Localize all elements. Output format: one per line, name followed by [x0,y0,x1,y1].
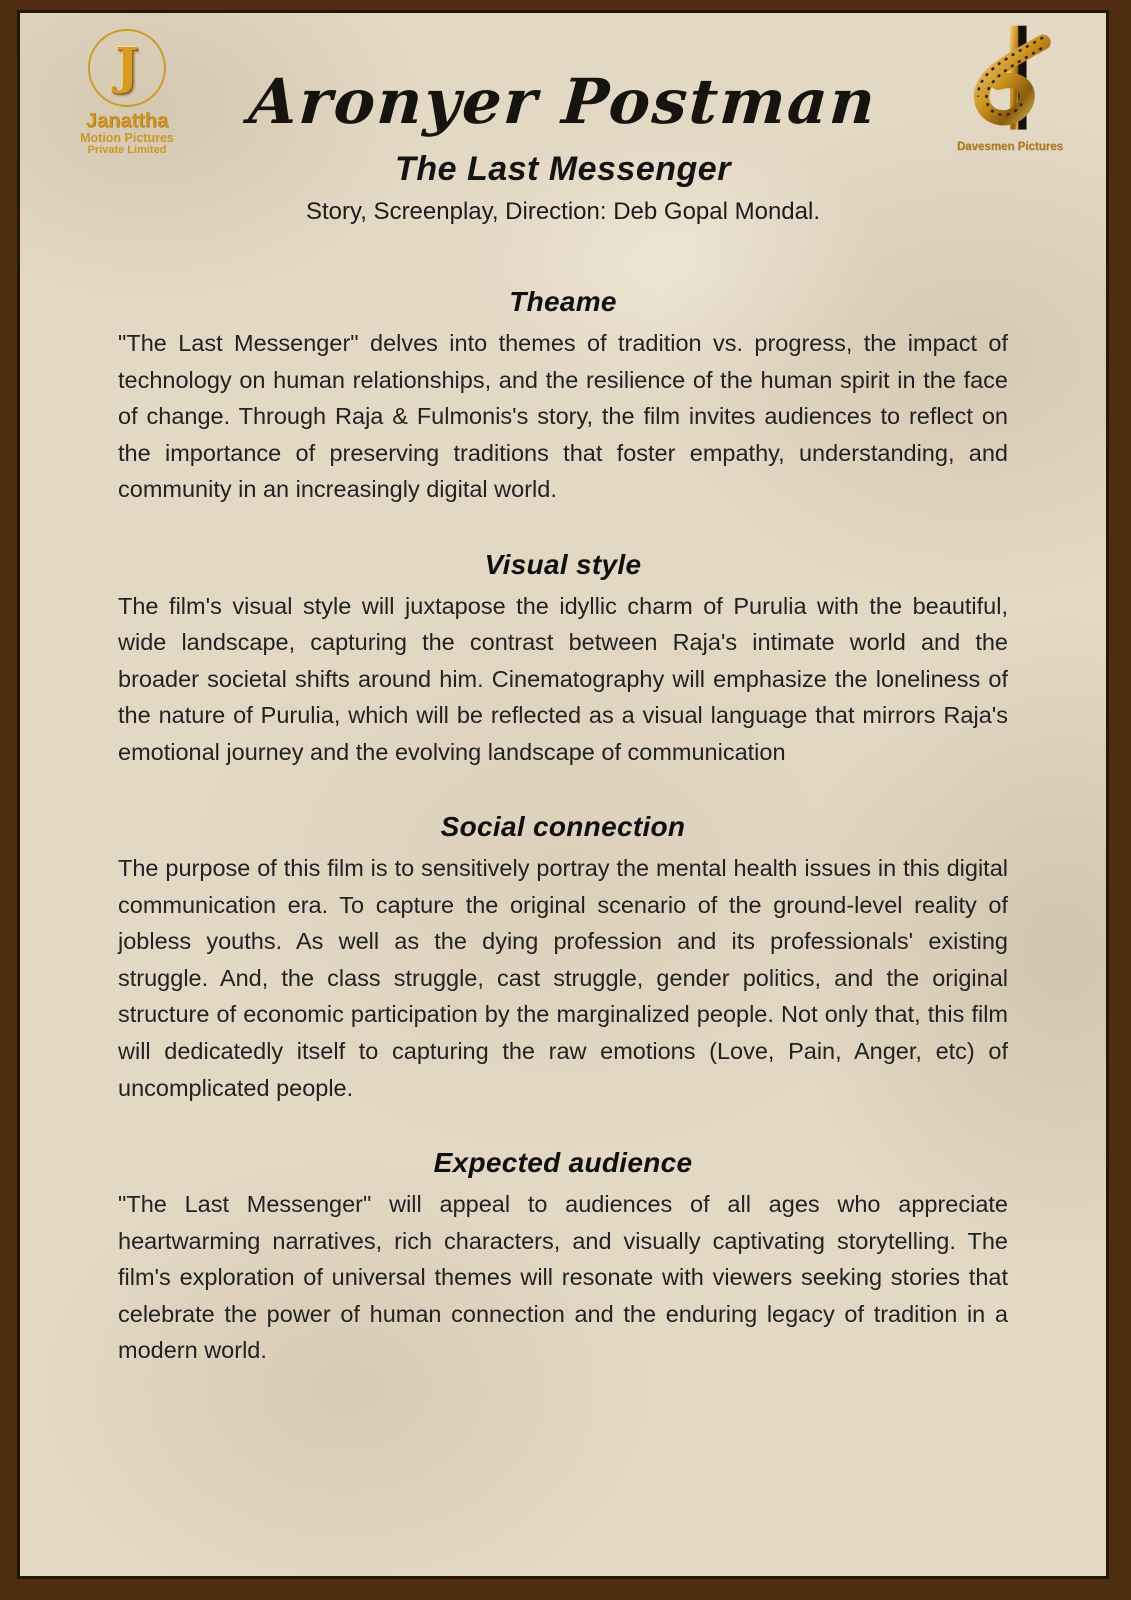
section-social-connection [118,811,1008,1106]
janattha-logo-line3: Private Limited [87,144,167,157]
j-monogram-letter: J [115,35,139,95]
filmstrip-d-icon [951,21,1069,139]
section-heading: Social connection [440,811,686,843]
davesmen-logo [940,21,1080,153]
section-heading: Expected audience [433,1147,693,1179]
document-body [118,286,1008,1369]
section-theame [118,286,1008,508]
janattha-logo-name: Janattha [85,110,169,132]
credit-line: Story, Screenplay, Direction: Deb Gopal Mondal. [305,198,821,225]
film-title: Aronyer Postman [246,65,880,138]
section-heading: Theame [509,286,617,317]
janattha-logo-line2: Motion Pictures [80,131,174,145]
document-page [17,10,1109,1579]
section-paragraph: "The Last Messenger" will appeal to audiences of all ages who appreciate heartwarming narratives, rich characters, and visually captivating storytelling. The film's exploration of universal themes will resonate with viewers seeking stories that celebrate the power of human connection and the enduring legacy of tradition in a modern world. [118,1191,1008,1364]
section-expected-audience [118,1147,1008,1369]
section-paragraph: "The Last Messenger" delves into themes of tradition vs. progress, the impact of technology on human relationships, and the resilience of the human spirit in the face of change. Through Raja & Fulmonis's story, the film invites audiences to reflect on the importance of preserving traditions that foster empathy, understanding, and community in an increasingly digital world. [118,330,1008,503]
section-paragraph: The film's visual style will juxtapose the idyllic charm of Purulia with the beautiful, wide landscape, capturing the contrast between Raja's intimate world and the broader societal shifts around him. Cinematography will emphasize the loneliness of the nature of Purulia, which will be reflected as a visual language that mirrors Raja's emotional journey and the evolving landscape of communication [118,592,1008,765]
film-subtitle: The Last Messenger [395,150,731,188]
davesmen-logo-caption: Davesmen Pictures [956,141,1064,153]
section-heading: Visual style [484,548,642,580]
section-visual-style [118,549,1008,771]
section-paragraph: The purpose of this film is to sensitively portray the mental health issues in this digital communication era. To capture the original scenario of the ground-level reality of jobless youths. As well as the dying profession and its professionals' existing struggle. And, the class struggle, cast struggle, gender politics, and the original structure of economic participation by the marginalized people. Not only that, this film will dedicatedly itself to capturing the raw emotions (Love, Pain, Anger, etc) of uncomplicated people. [118,855,1008,1101]
document-header [20,13,1106,245]
